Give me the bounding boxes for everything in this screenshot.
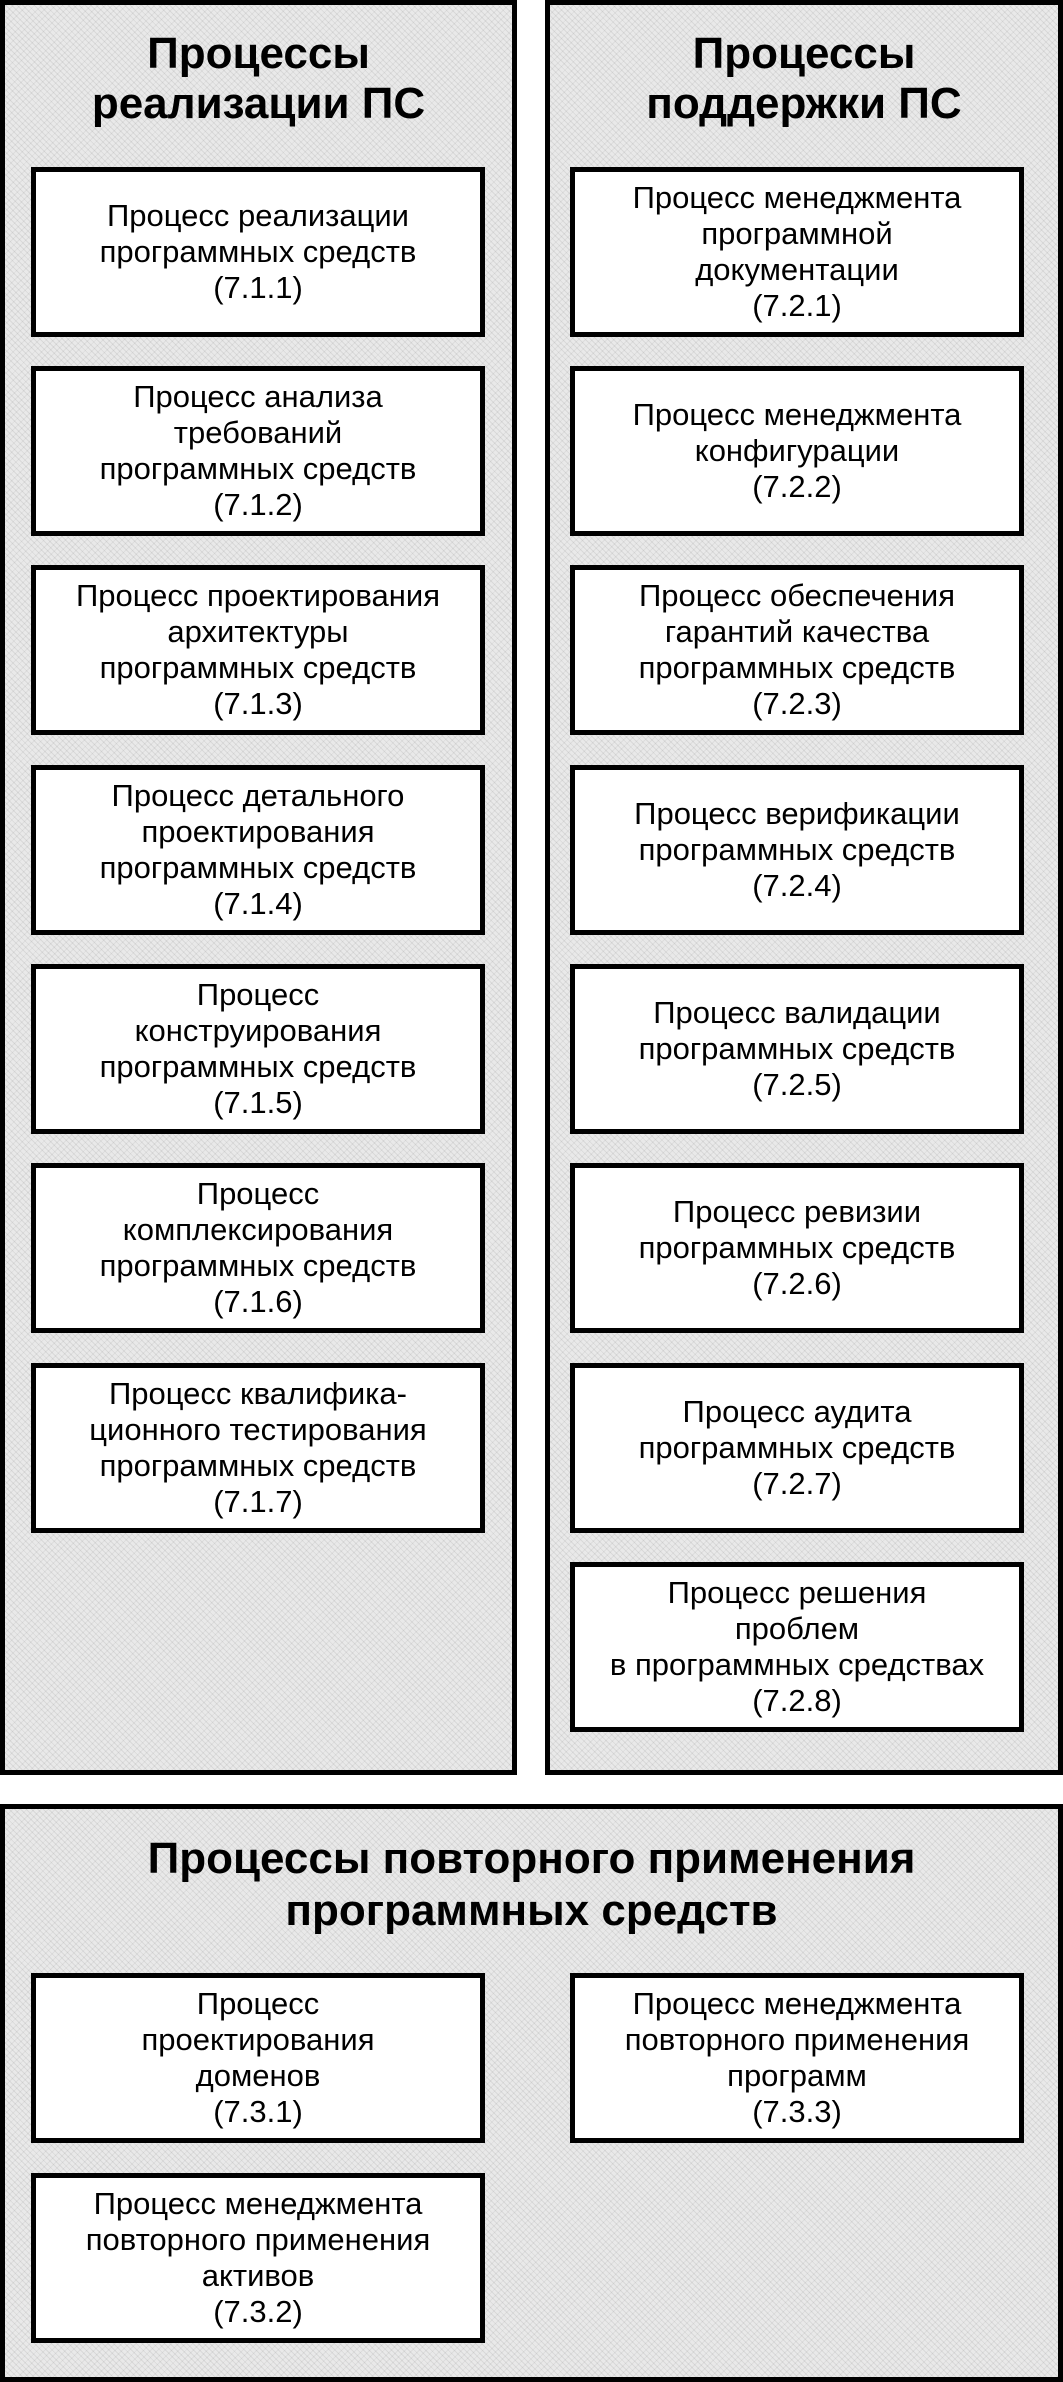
process-7-2-3: Процесс обеспечения гарантий качества программных средств (7.2.3)	[570, 565, 1024, 735]
process-7-3-2: Процесс менеджмента повторного применения активов (7.3.2)	[31, 2173, 485, 2343]
process-7-2-7: Процесс аудита программных средств (7.2.7)	[570, 1363, 1024, 1533]
process-7-2-2: Процесс менеджмента конфигурации (7.2.2)	[570, 366, 1024, 536]
implementation-processes-panel	[0, 0, 517, 1775]
process-7-3-3: Процесс менеджмента повторного применения программ (7.3.3)	[570, 1973, 1024, 2143]
process-7-1-5: Процесс конструирования программных средств (7.1.5)	[31, 964, 485, 1134]
support-panel-title: Процессы поддержки ПС	[646, 29, 962, 128]
process-7-2-8: Процесс решения проблем в программных средствах (7.2.8)	[570, 1562, 1024, 1732]
process-7-2-6: Процесс ревизии программных средств (7.2.6)	[570, 1163, 1024, 1333]
process-7-1-7: Процесс квалифика- ционного тестирования программных средств (7.1.7)	[31, 1363, 485, 1533]
process-7-2-1: Процесс менеджмента программной документации (7.2.1)	[570, 167, 1024, 337]
process-7-1-2: Процесс анализа требований программных средств (7.1.2)	[31, 366, 485, 536]
process-7-1-1: Процесс реализации программных средств (7.1.1)	[31, 167, 485, 337]
process-7-1-3: Процесс проектирования архитектуры программных средств (7.1.3)	[31, 565, 485, 735]
process-7-1-4: Процесс детального проектирования программных средств (7.1.4)	[31, 765, 485, 935]
support-processes-panel	[545, 0, 1063, 1775]
process-7-3-1: Процесс проектирования доменов (7.3.1)	[31, 1973, 485, 2143]
process-7-1-6: Процесс комплексирования программных средств (7.1.6)	[31, 1163, 485, 1333]
reuse-processes-panel	[0, 1804, 1063, 2382]
process-7-2-5: Процесс валидации программных средств (7.2.5)	[570, 964, 1024, 1134]
implementation-panel-title: Процессы реализации ПС	[91, 29, 426, 128]
reuse-panel-title: Процессы повторного применения программных средств	[147, 1834, 916, 1935]
process-7-2-4: Процесс верификации программных средств (7.2.4)	[570, 765, 1024, 935]
